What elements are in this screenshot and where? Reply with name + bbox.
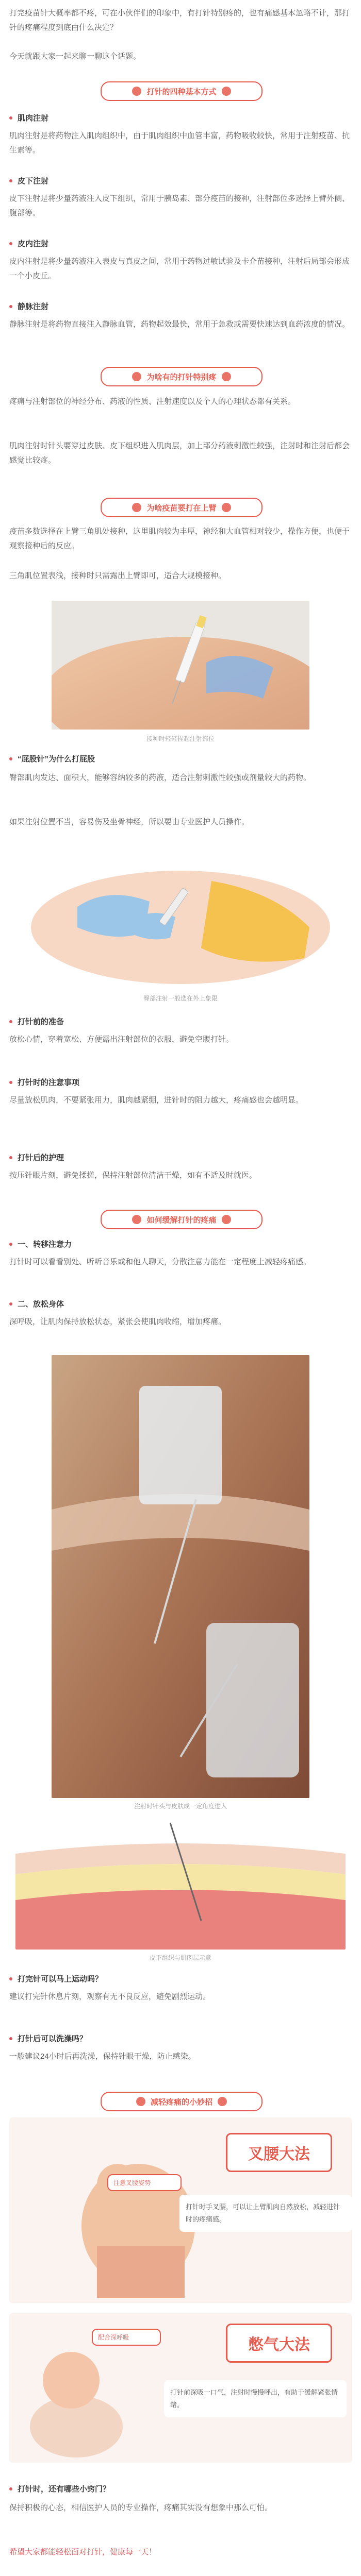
- type-heading-3: 皮内注射: [9, 238, 48, 249]
- bullet-dot-icon: [9, 2487, 12, 2490]
- faq-answer-2: 一般建议24小时后再洗澡，保持针眼干燥，防止感染。: [9, 2052, 196, 2061]
- type-heading-2: 皮下注射: [9, 175, 48, 186]
- why-paragraph-2: 肌肉注射时针头要穿过皮肤、皮下组织进入肌肉层，加上部分药液刺激性较强，注射时和注射后都会感觉比较疼。: [9, 442, 350, 465]
- pill-right-icon: [222, 1215, 231, 1224]
- bullet-dot-icon: [9, 1081, 12, 1084]
- bullet-dot-icon: [9, 116, 12, 120]
- pill-left-icon: [136, 2097, 145, 2106]
- waist-method-text: 打针时手叉腰，可以让上臂肌肉自然放松，减轻进针时的疼痛感。: [179, 2195, 352, 2232]
- position-paragraph-1: 疫苗多数选择在上臂三角肌处接种，这里肌肉较为丰厚，神经和大血管相对较少，操作方便，也便于观察接种后的反应。: [9, 527, 350, 550]
- fact-paragraph-2: 如果注射位置不当，容易伤及坐骨神经，所以要由专业医护人员操作。: [9, 818, 250, 826]
- arm-injection-illustration: [52, 601, 309, 730]
- bullet-dot-icon: [9, 2037, 12, 2040]
- bullet-dot-icon: [9, 1977, 12, 1980]
- method-card-waist: [9, 2117, 352, 2303]
- bullet-dot-icon: [9, 1243, 12, 1246]
- waist-method-title: 叉腰大法: [226, 2133, 332, 2172]
- pill-right-icon: [222, 372, 231, 381]
- position-paragraph-2: 三角肌位置表浅，接种时只需露出上臂即可，适合大规模接种。: [9, 571, 226, 580]
- why-paragraph-1: 疼痛与注射部位的神经分布、药液的性质、注射速度以及个人的心理状态都有关系。: [9, 397, 296, 406]
- tip-body-1: 放松心情，穿着宽松、方便露出注射部位的衣服，避免空腹打针。: [9, 1035, 234, 1044]
- pill-right-icon: [222, 503, 231, 512]
- photo-caption-2: 臀部注射一般选在外上象限: [143, 995, 218, 1002]
- photo-caption-3: 注射时针头与皮肤成一定角度进入: [134, 1803, 227, 1810]
- faq-question-2: 打针后可以洗澡吗？: [9, 2033, 87, 2044]
- pill-right-icon: [222, 87, 231, 96]
- needle-pork-photo: [52, 1355, 309, 1798]
- reduce-body-2: 深呼吸，让肌肉保持放松状态，紧张会使肌肉收缩，增加疼痛。: [9, 1317, 226, 1326]
- faq-answer-1: 建议打完针休息片刻，观察有无不良反应，避免剧烈运动。: [9, 1992, 211, 2001]
- bullet-dot-icon: [9, 1302, 12, 1306]
- photo-caption-1: 接种时轻轻捏起注射部位: [146, 735, 215, 742]
- breath-method-text: 打针前深吸一口气，注射时慢慢呼出，有助于缓解紧张情绪。: [164, 2380, 347, 2417]
- reduce-heading-1: 一、转移注意力: [9, 1239, 72, 1249]
- tip-heading-2: 打针时的注意事项: [9, 1077, 79, 1088]
- section-pill-position: 为啥疫苗要打在上臂: [101, 498, 262, 517]
- pill-left-icon: [132, 1215, 141, 1224]
- intro-paragraph-2: 今天就跟大家一起来聊一聊这个话题。: [9, 52, 141, 61]
- pill-right-icon: [218, 2097, 227, 2106]
- type-body-2: 皮下注射是将少量药液注入皮下组织，常用于胰岛素、部分疫苗的接种，注射部位多选择上臂外侧、腹部等。: [9, 194, 350, 217]
- type-heading-4: 静脉注射: [9, 301, 48, 312]
- bullet-dot-icon: [9, 305, 12, 308]
- reduce-body-1: 打针时可以看看别处、听听音乐或和他人聊天，分散注意力能在一定程度上减轻疼痛感。: [9, 1258, 311, 1266]
- faq-question-1: 打完针可以马上运动吗？: [9, 1973, 103, 1984]
- bullet-dot-icon: [9, 1020, 12, 1023]
- buttock-injection-illustration: [15, 850, 346, 989]
- section-pill-why: 为啥有的打针特别疼: [101, 367, 262, 386]
- waist-method-badge: 注意叉腰姿势: [107, 2174, 182, 2191]
- fact-heading: “屁股针”为什么打屁股: [9, 753, 95, 764]
- section-pill-reduce: 如何缓解打针的疼痛: [101, 1210, 262, 1229]
- type-body-4: 静脉注射是将药物直接注入静脉血管，药物起效最快，常用于急救或需要快速达到血药浓度的情况。: [9, 320, 350, 329]
- bullet-dot-icon: [9, 242, 12, 245]
- bullet-dot-icon: [9, 179, 12, 182]
- bullet-dot-icon: [9, 757, 12, 760]
- outro-question: 打针时，还有哪些小窍门？: [9, 2483, 110, 2494]
- type-heading-1: 肌肉注射: [9, 112, 48, 123]
- tip-heading-1: 打针前的准备: [9, 1016, 64, 1027]
- type-body-3: 皮内注射是将少量药液注入表皮与真皮之间，常用于药物过敏试验及卡介苗接种，注射后局部会形成一个小皮丘。: [9, 257, 350, 280]
- breath-method-title: 憋气大法: [226, 2324, 332, 2363]
- breath-method-badge: 配合深呼吸: [92, 2329, 161, 2346]
- outro-paragraph-2: 希望大家都能轻松面对打针，健康每一天！: [9, 2548, 157, 2556]
- bullet-dot-icon: [9, 1156, 12, 1159]
- tip-body-3: 按压针眼片刻，避免揉搓，保持注射部位清洁干燥，如有不适及时就医。: [9, 1171, 257, 1180]
- section-pill-types: 打针的四种基本方式: [101, 81, 262, 101]
- fact-paragraph-1: 臀部肌肉发达、面积大，能够容纳较多的药液，适合注射刺激性较强或剂量较大的药物。: [9, 773, 311, 782]
- pill-left-icon: [132, 87, 141, 96]
- method-card-breath: [9, 2313, 352, 2463]
- intro-paragraph-1: 打完疫苗针大概率都不疼，可在小伙伴们的印象中，有打针特别疼的，也有痛感基本忽略不计，那打针的疼痛程度到底由什么决定？: [9, 9, 350, 32]
- reduce-heading-2: 二、放松身体: [9, 1298, 64, 1309]
- pill-left-icon: [132, 503, 141, 512]
- outro-paragraph-1: 保持积极的心态，相信医护人员的专业操作，疼痛其实没有想象中那么可怕。: [9, 2503, 273, 2512]
- skin-layers-illustration: [15, 1818, 346, 1950]
- tip-body-2: 尽量放松肌肉，不要紧张用力，肌肉越紧绷，进针时的阻力越大，疼痛感也会越明显。: [9, 1096, 304, 1105]
- pill-left-icon: [132, 372, 141, 381]
- tip-heading-3: 打针后的护理: [9, 1152, 64, 1163]
- arm-injection-photo: [52, 601, 309, 730]
- type-body-1: 肌肉注射是将药物注入肌肉组织中，由于肌肉组织中血管丰富，药物吸收较快，常用于注射疫苗、抗生素等。: [9, 131, 350, 155]
- section-pill-methods: 减轻疼痛的小妙招: [101, 2092, 262, 2111]
- photo-caption-4: 皮下组织与肌肉层示意: [149, 1954, 211, 1961]
